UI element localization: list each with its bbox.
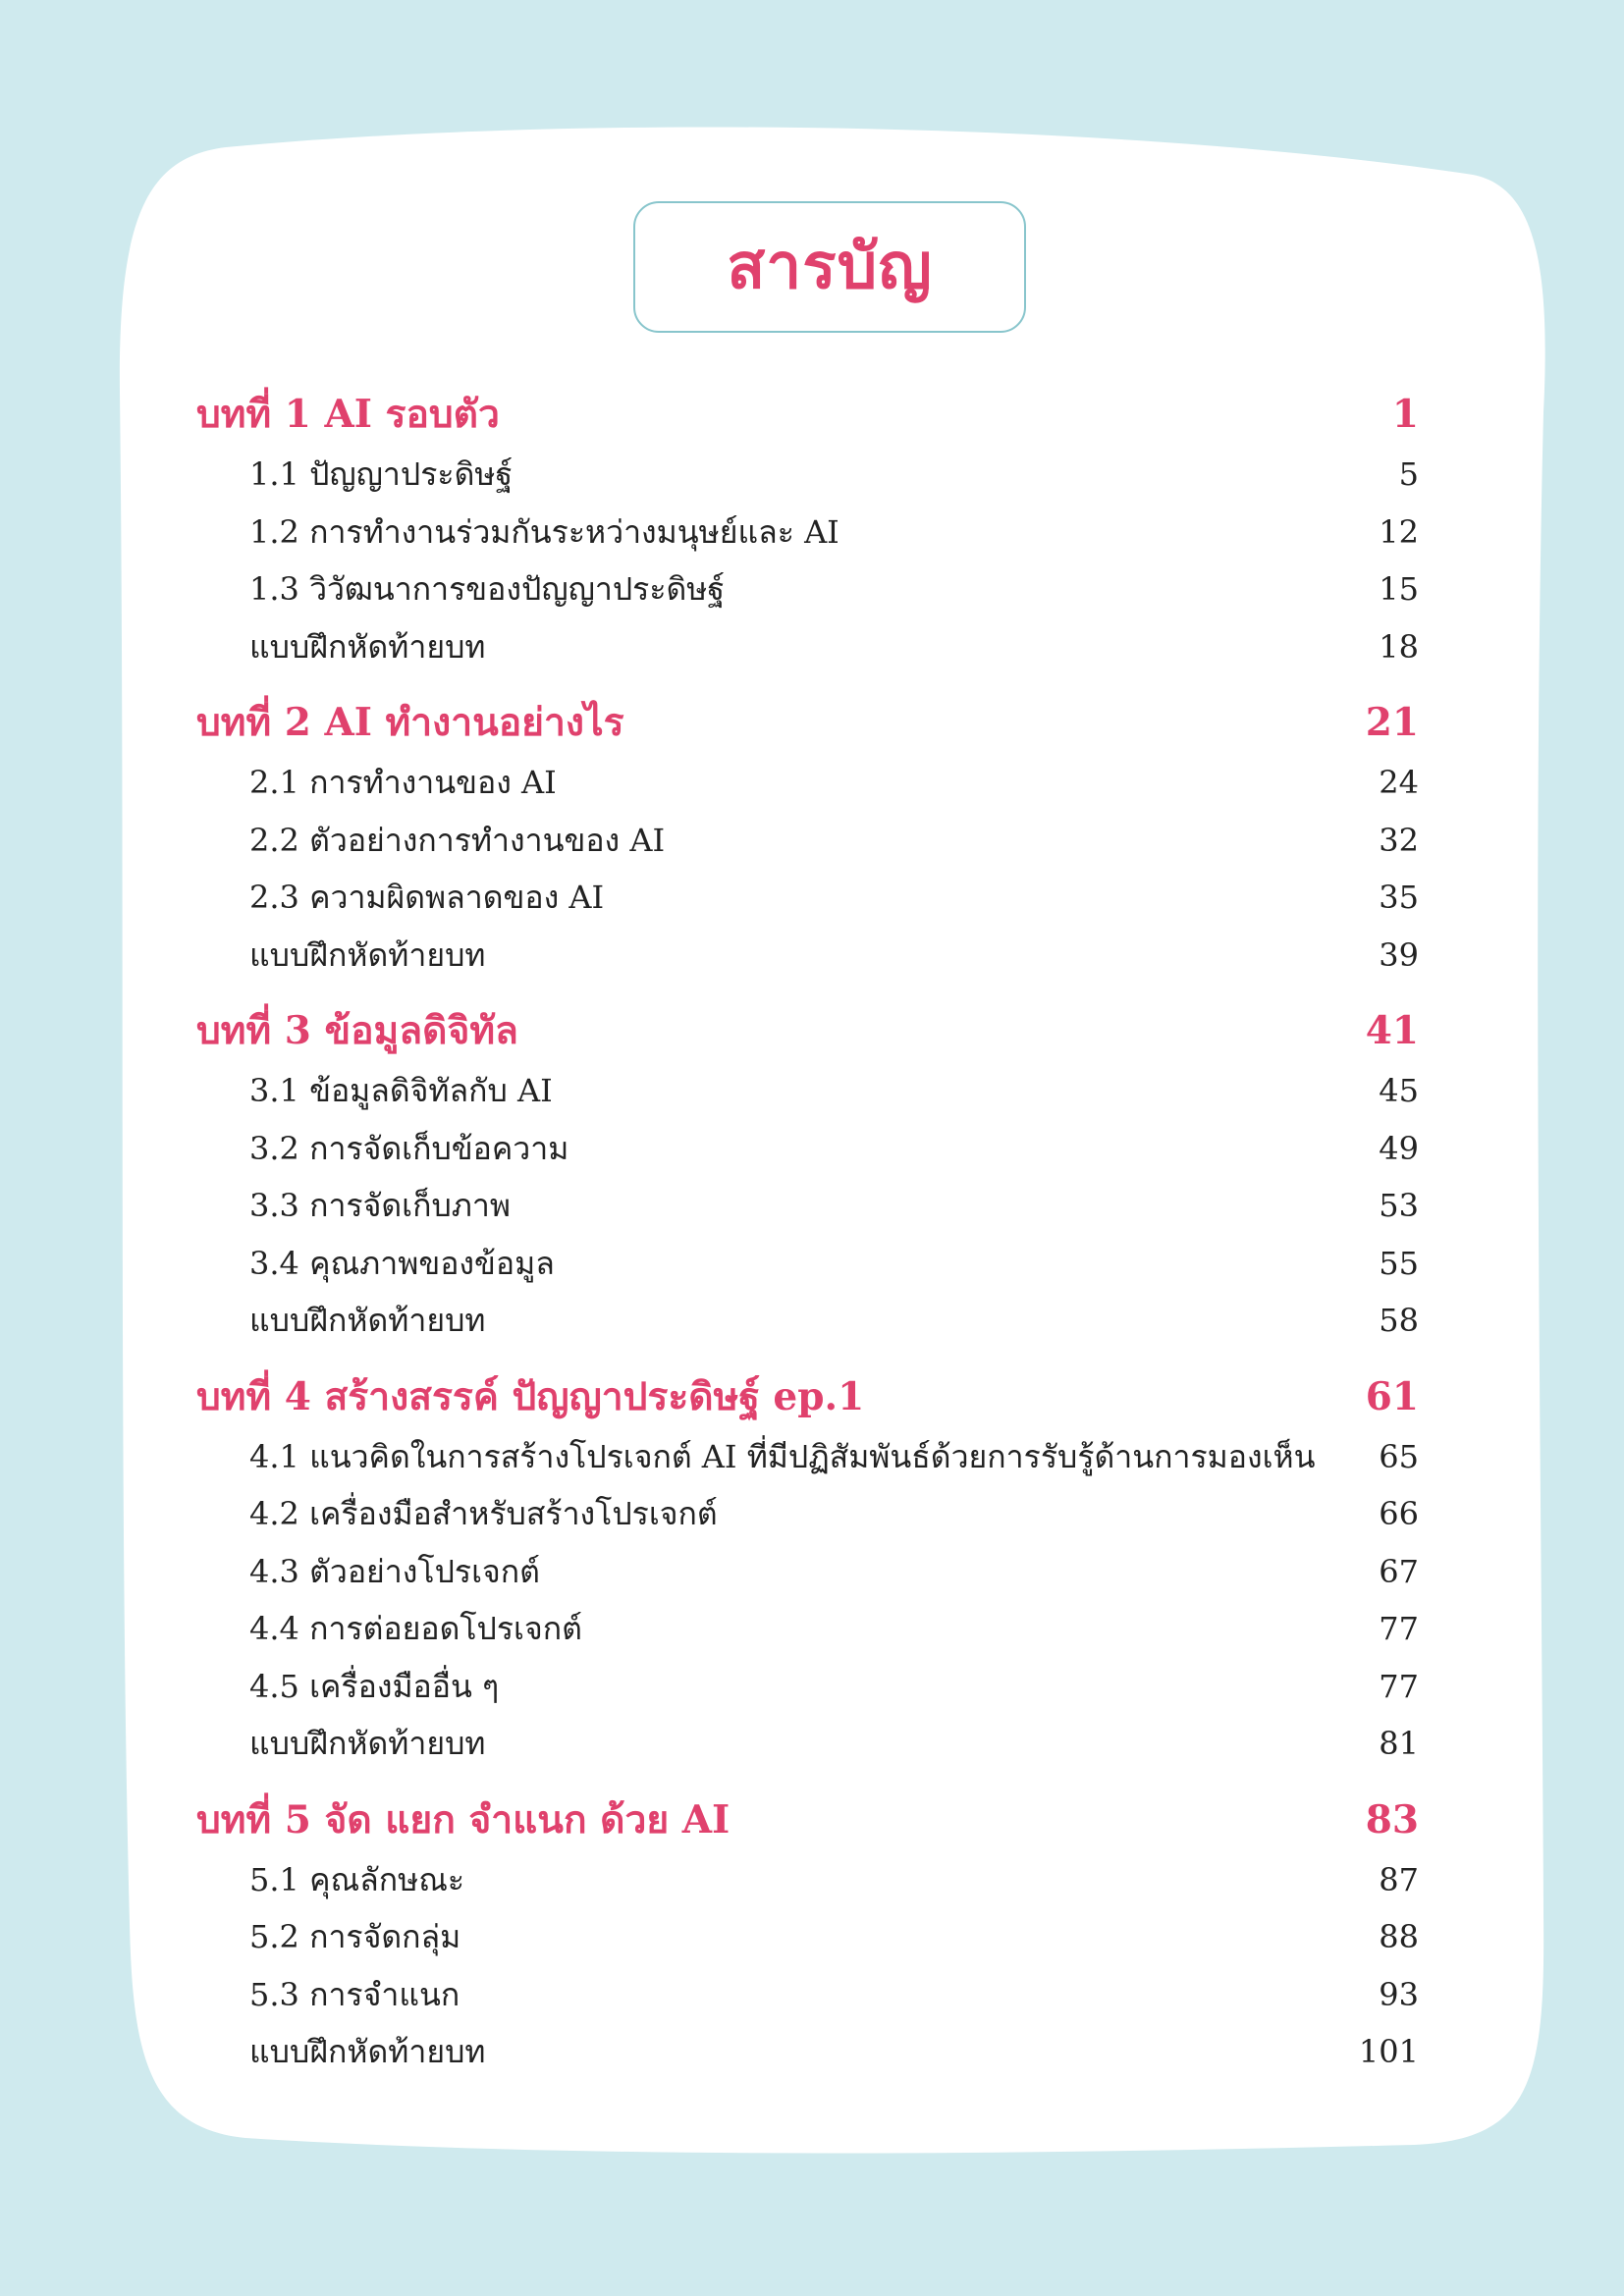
toc-entry[interactable] <box>196 1120 1419 1178</box>
toc-list <box>196 383 1419 2081</box>
entry-title: 4.5 เครื่องมืออื่น ๆ <box>249 1667 500 1705</box>
toc-entry[interactable] <box>196 1543 1419 1601</box>
chapter-page-number: 83 <box>1365 1796 1419 1842</box>
entry-page-number: 88 <box>1379 1918 1419 1955</box>
entry-title: 2.2 ตัวอย่างการทำงานของ AI <box>249 821 666 859</box>
chapter-heading[interactable] <box>196 691 1419 754</box>
entry-page-number: 49 <box>1379 1129 1419 1167</box>
page-title: สารบัญ <box>727 231 933 303</box>
entry-title: แบบฝึกหัดท้ายบท <box>249 935 486 974</box>
entry-title: 1.2 การทำงานร่วมกันระหว่างมนุษย์และ AI <box>249 512 839 551</box>
chapter-page-number: 21 <box>1365 700 1419 745</box>
entry-title: 5.3 การจำแนก <box>249 1975 460 2013</box>
entry-page-number: 77 <box>1379 1667 1419 1705</box>
entry-page-number: 93 <box>1379 1975 1419 2013</box>
entry-page-number: 77 <box>1379 1610 1419 1647</box>
entry-title: 4.4 การต่อยอดโปรเจกต์ <box>249 1610 582 1647</box>
toc-chapter <box>196 999 1419 1350</box>
entry-title: 5.1 คุณลักษณะ <box>249 1860 465 1898</box>
toc-entry[interactable] <box>196 1062 1419 1120</box>
entry-title: แบบฝึกหัดท้ายบท <box>249 2033 486 2070</box>
entry-page-number: 24 <box>1379 764 1419 801</box>
entry-page-number: 39 <box>1379 935 1419 974</box>
toc-entry[interactable] <box>196 446 1419 504</box>
chapter-page-number: 1 <box>1391 392 1419 437</box>
chapter-gap <box>196 1350 1419 1365</box>
entry-title: 4.2 เครื่องมือสำหรับสร้างโปรเจกต์ <box>249 1495 718 1532</box>
toc-entry[interactable] <box>196 754 1419 812</box>
toc-entry[interactable] <box>196 1851 1419 1909</box>
chapter-gap <box>196 1773 1419 1789</box>
chapter-page-number: 41 <box>1365 1008 1419 1053</box>
chapter-heading[interactable] <box>196 1789 1419 1851</box>
entry-page-number: 45 <box>1379 1072 1419 1109</box>
chapter-page-number: 61 <box>1365 1373 1419 1419</box>
entry-page-number: 58 <box>1379 1302 1419 1339</box>
toc-entry[interactable] <box>196 1966 1419 2024</box>
entry-page-number: 101 <box>1358 2033 1419 2070</box>
entry-title: 2.1 การทำงานของ AI <box>249 764 557 801</box>
toc-entry[interactable] <box>196 1177 1419 1235</box>
chapter-title: บทที่ 5 จัด แยก จำแนก ด้วย AI <box>196 1796 731 1842</box>
entry-page-number: 53 <box>1379 1187 1419 1224</box>
entry-title: 3.4 คุณภาพของข้อมูล <box>249 1244 555 1282</box>
chapter-title: บทที่ 4 สร้างสรรค์ ปัญญาประดิษฐ์ ep.1 <box>196 1373 865 1419</box>
entry-title: 4.3 ตัวอย่างโปรเจกต์ <box>249 1552 540 1590</box>
toc-entry[interactable] <box>196 1235 1419 1293</box>
entry-title: 2.3 ความผิดพลาดของ AI <box>249 879 605 916</box>
entry-title: 3.3 การจัดเก็บภาพ <box>249 1187 511 1224</box>
entry-title: 4.1 แนวคิดในการสร้างโปรเจกต์ AI ที่มีปฏิสัมพันธ์ด้วยการรับรู้ด้านการมองเห็น <box>249 1437 1316 1475</box>
entry-page-number: 35 <box>1379 879 1419 916</box>
entry-page-number: 5 <box>1398 455 1419 493</box>
entry-page-number: 66 <box>1379 1495 1419 1532</box>
toc-chapter <box>196 1365 1419 1773</box>
entry-page-number: 65 <box>1379 1437 1419 1475</box>
entry-page-number: 12 <box>1379 512 1419 551</box>
toc-entry[interactable] <box>196 1908 1419 1966</box>
table-of-contents <box>196 201 1419 2081</box>
toc-chapter <box>196 691 1419 984</box>
entry-title: 3.1 ข้อมูลดิจิทัลกับ AI <box>249 1072 553 1109</box>
toc-entry[interactable] <box>196 1715 1419 1773</box>
toc-entry[interactable] <box>196 812 1419 870</box>
entry-title: แบบฝึกหัดท้ายบท <box>249 1302 486 1339</box>
toc-entry[interactable] <box>196 927 1419 985</box>
chapter-title: บทที่ 1 AI รอบตัว <box>196 392 500 437</box>
entry-title: แบบฝึกหัดท้ายบท <box>249 1725 486 1762</box>
entry-page-number: 55 <box>1379 1244 1419 1282</box>
toc-entry[interactable] <box>196 2023 1419 2081</box>
toc-entry[interactable] <box>196 1428 1419 1486</box>
title-area <box>196 201 1419 383</box>
entry-title: 5.2 การจัดกลุ่ม <box>249 1918 461 1955</box>
chapter-title: บทที่ 3 ข้อมูลดิจิทัล <box>196 1008 518 1053</box>
toc-entry[interactable] <box>196 869 1419 927</box>
toc-entry[interactable] <box>196 1292 1419 1350</box>
entry-page-number: 18 <box>1379 627 1419 666</box>
chapter-heading[interactable] <box>196 1365 1419 1428</box>
chapter-gap <box>196 984 1419 999</box>
title-frame <box>633 201 1026 333</box>
entry-page-number: 81 <box>1379 1725 1419 1762</box>
chapter-heading[interactable] <box>196 383 1419 446</box>
entry-page-number: 15 <box>1379 570 1419 608</box>
entry-title: 3.2 การจัดเก็บข้อความ <box>249 1129 569 1167</box>
entry-page-number: 32 <box>1379 821 1419 859</box>
entry-title: 1.3 วิวัฒนาการของปัญญาประดิษฐ์ <box>249 570 726 608</box>
toc-entry[interactable] <box>196 618 1419 676</box>
toc-entry[interactable] <box>196 1485 1419 1543</box>
entry-page-number: 67 <box>1379 1552 1419 1590</box>
toc-entry[interactable] <box>196 504 1419 561</box>
chapter-gap <box>196 675 1419 691</box>
toc-entry[interactable] <box>196 1658 1419 1716</box>
toc-entry[interactable] <box>196 561 1419 618</box>
entry-title: แบบฝึกหัดท้ายบท <box>249 627 486 666</box>
toc-chapter <box>196 383 1419 675</box>
chapter-title: บทที่ 2 AI ทำงานอย่างไร <box>196 700 624 745</box>
entry-title: 1.1 ปัญญาประดิษฐ์ <box>249 455 514 493</box>
toc-chapter <box>196 1789 1419 2081</box>
entry-page-number: 87 <box>1379 1860 1419 1898</box>
chapter-heading[interactable] <box>196 999 1419 1062</box>
toc-entry[interactable] <box>196 1600 1419 1658</box>
